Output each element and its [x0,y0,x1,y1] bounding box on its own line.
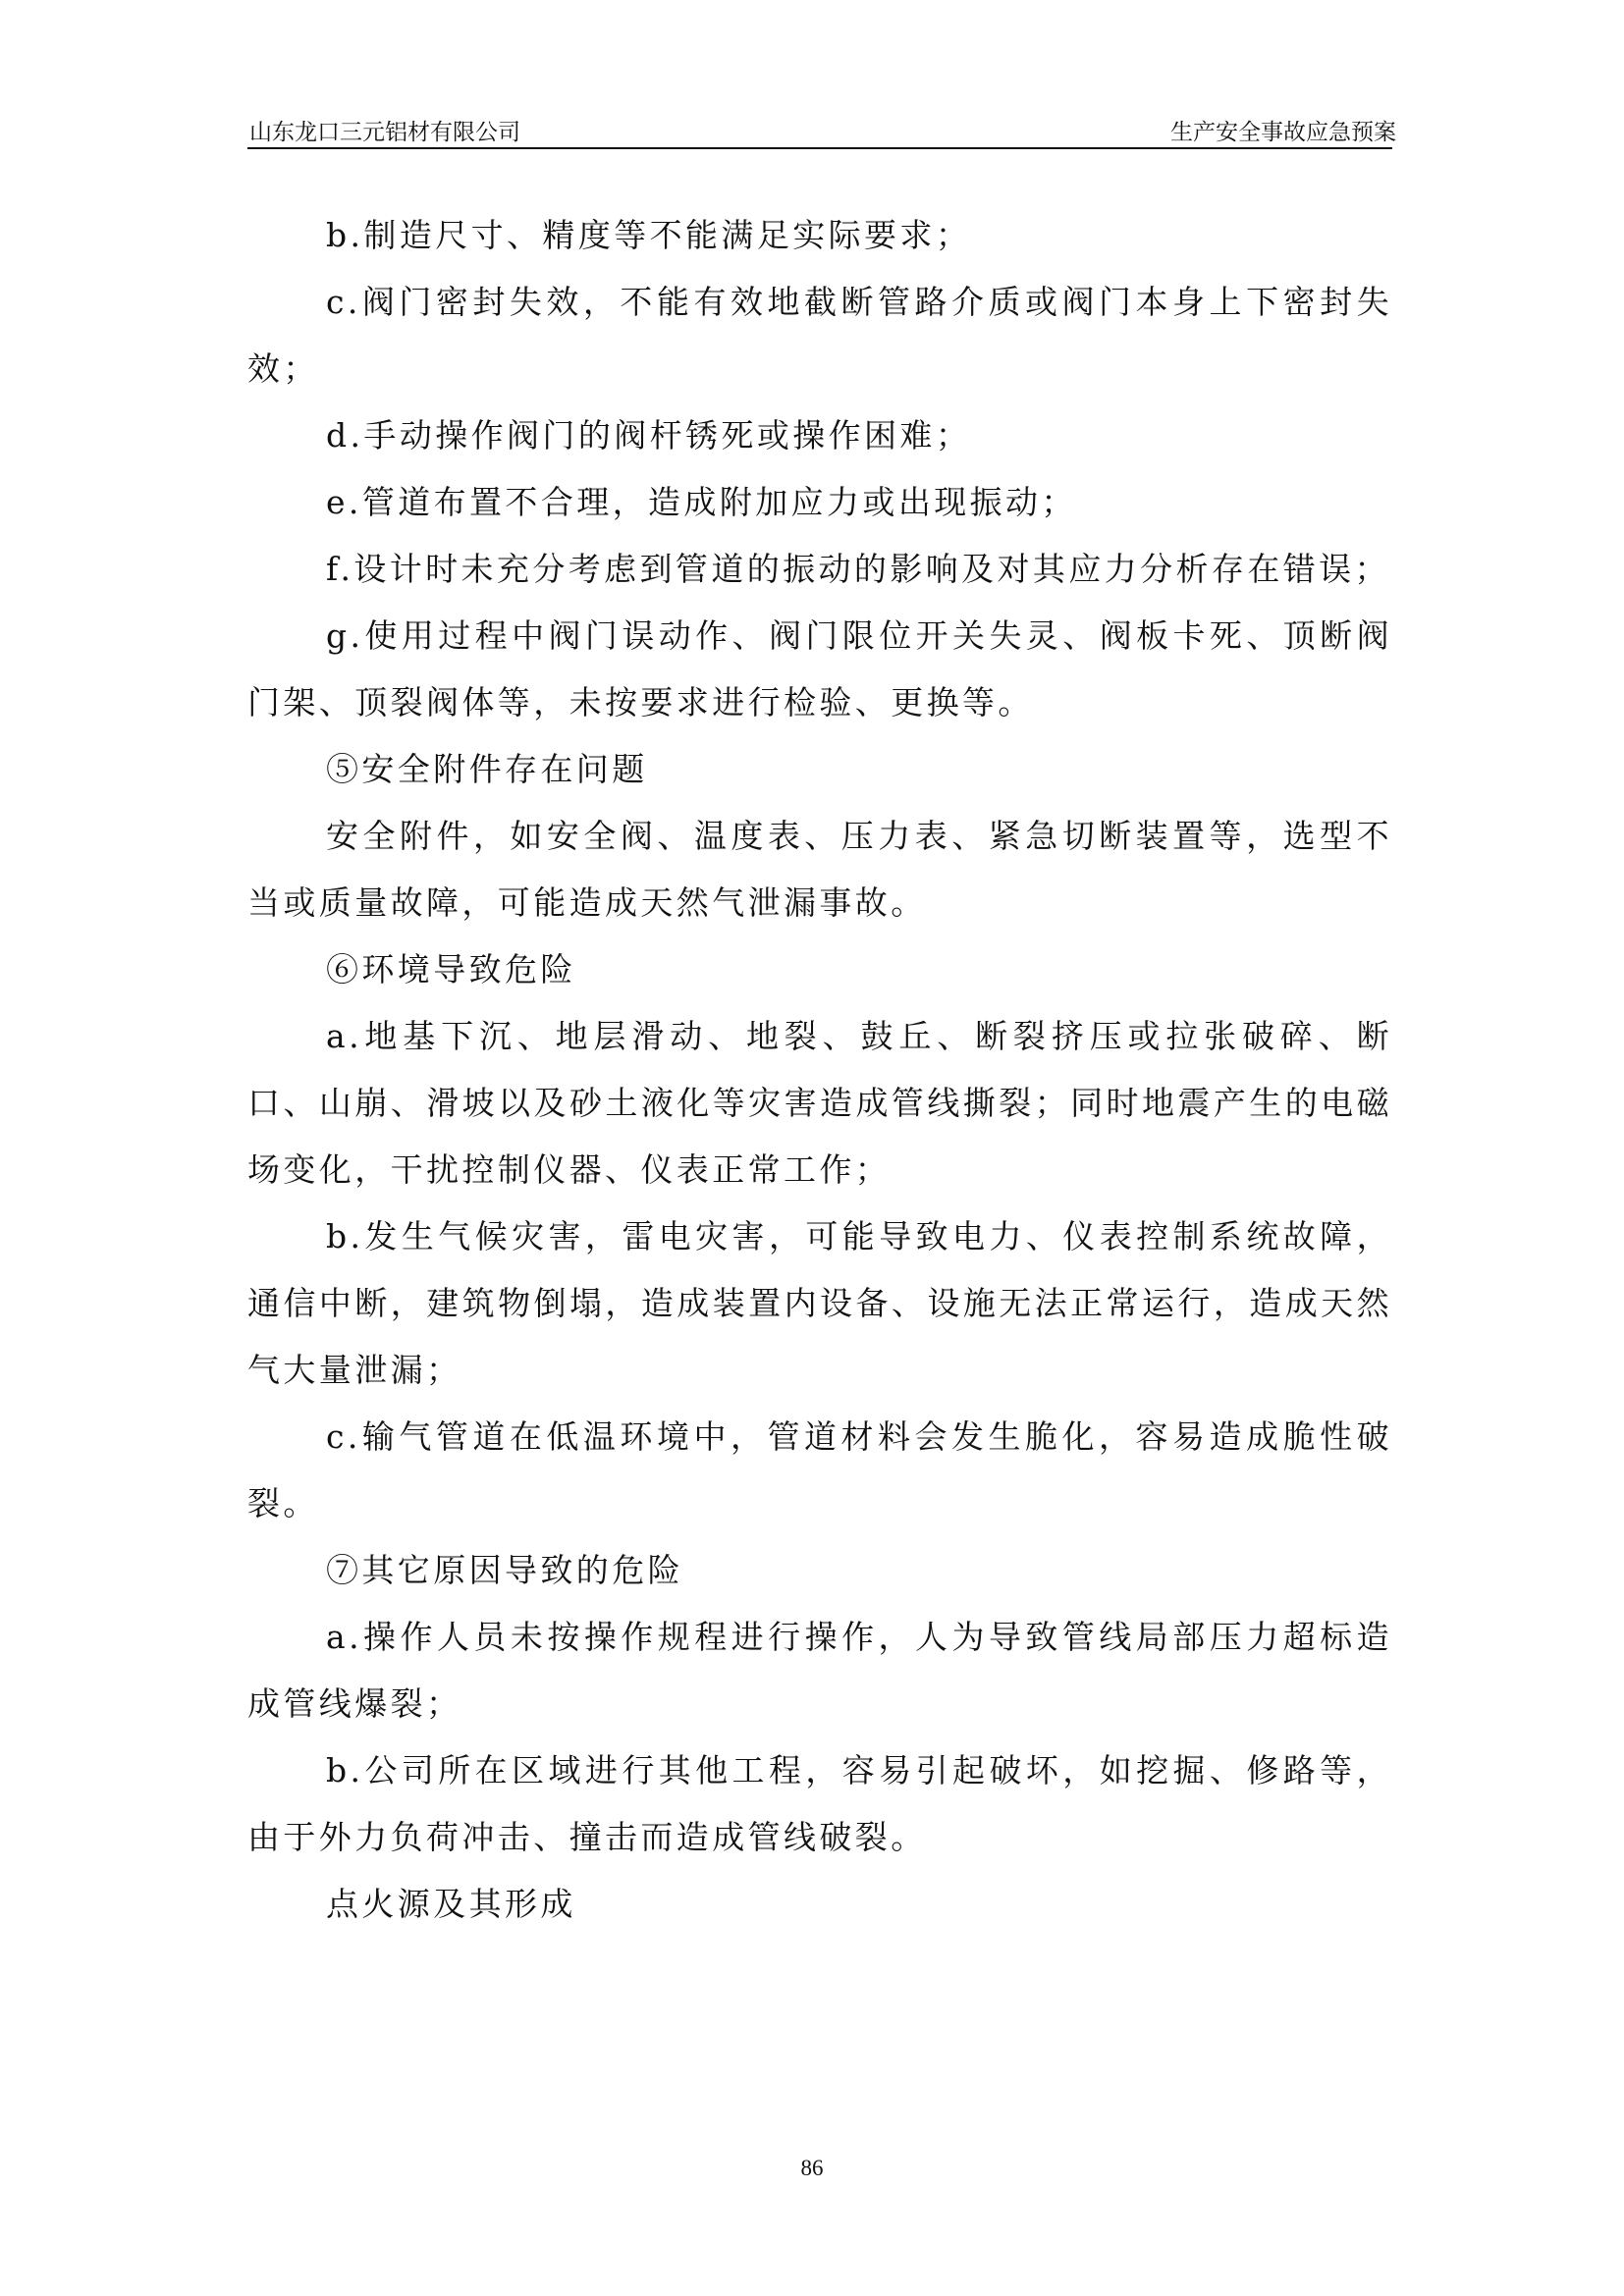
body-text [247,202,1392,1938]
paragraph: a.地基下沉、地层滑动、地裂、鼓丘、断裂挤压或拉张破碎、断口、山崩、滑坡以及砂土液化等灾害造成管线撕裂；同时地震产生的电磁场变化，干扰控制仪器、仪表正常工作； [247,1017,1392,1189]
page-number: 86 [800,2156,824,2180]
paragraph: b.发生气候灾害，雷电灾害，可能导致电力、仪表控制系统故障，通信中断，建筑物倒塌，造成装置内设备、设施无法正常运行，造成天然气大量泄漏； [247,1217,1392,1389]
paragraph: e.管道布置不合理，造成附加应力或出现振动； [326,483,1077,521]
paragraph: a.操作人员未按操作规程进行操作，人为导致管线局部压力超标造成管线爆裂； [247,1618,1392,1723]
paragraph: b.公司所在区域进行其他工程，容易引起破坏，如挖掘、修路等，由于外力负荷冲击、撞击而造成管线破裂。 [247,1751,1392,1856]
section-heading: ⑦其它原因导致的危险 [326,1551,683,1589]
section-heading: ⑤安全附件存在问题 [326,750,648,788]
paragraph: c.阀门密封失效，不能有效地截断管路介质或阀门本身上下密封失效； [247,283,1392,388]
header-company-name: 山东龙口三元铝材有限公司 [249,120,520,145]
paragraph: f.设计时未充分考虑到管道的振动的影响及对其应力分析存在错误； [326,550,1390,588]
section-heading: ⑥环境导致危险 [326,950,576,988]
paragraph: g.使用过程中阀门误动作、阀门限位开关失灵、阀板卡死、顶断阀门架、顶裂阀体等，未按要求进行检验、更换等。 [247,616,1392,721]
section-heading: 点火源及其形成 [326,1885,576,1923]
header-rule [247,147,1392,149]
paragraph: c.输气管道在低温环境中，管道材料会发生脆化，容易造成脆性破裂。 [247,1417,1392,1522]
header-document-title: 生产安全事故应急预案 [1170,120,1396,145]
paragraph: 安全附件，如安全阀、温度表、压力表、紧急切断装置等，选型不当或质量故障，可能造成天然气泄漏事故。 [247,817,1392,922]
paragraph: d.手动操作阀门的阀杆锈死或操作困难； [326,416,972,454]
paragraph: b.制造尺寸、精度等不能满足实际要求； [326,216,972,254]
